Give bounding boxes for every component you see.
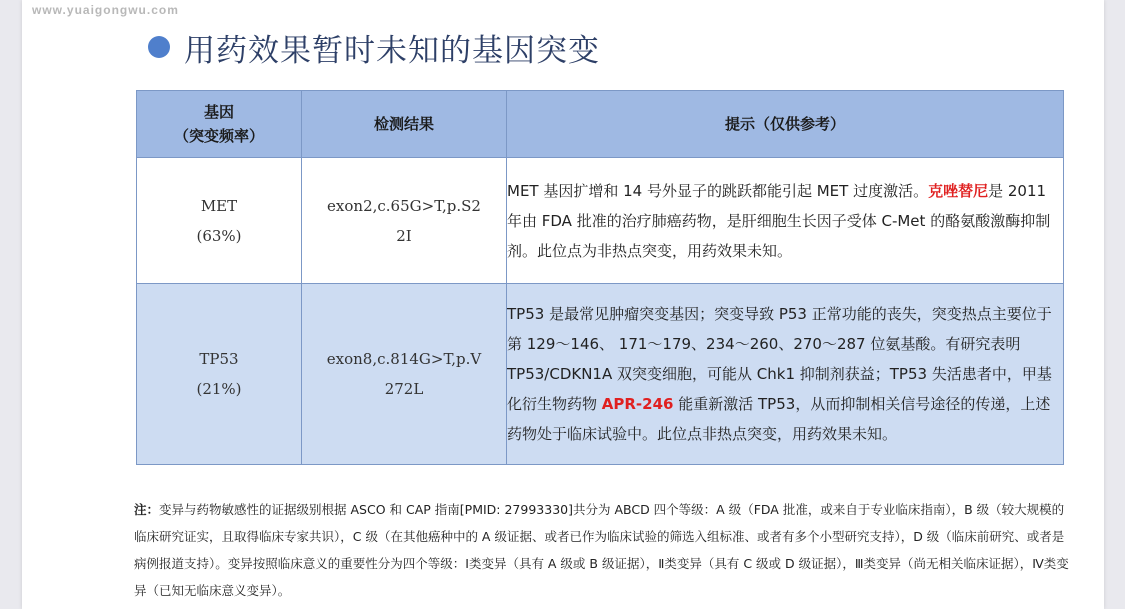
drug-name: 克唑替尼: [928, 181, 989, 200]
footnote: [134, 496, 1074, 604]
section-title: 用药效果暂时未知的基因突变: [184, 32, 600, 69]
gene-cell: [137, 158, 302, 284]
bullet-icon: [148, 36, 170, 58]
header-gene-line1: 基因: [203, 103, 234, 121]
hint-text: TP53 是最常见肿瘤突变基因；突变导致 P53 正常功能的丧失，突变热点主要位于第 129～146、 171～179、234～260、270～287 位氨基酸。有研究表明 TP53/CDKN1A 双突变细胞，可能从 Chk1 抑制剂获益；TP53 失活患者中，甲基化衍生物药物: [507, 305, 1052, 413]
header-gene: [137, 91, 302, 158]
footnote-text: 变异与药物敏感性的证据级别根据 ASCO 和 CAP 指南[PMID: 27993330]共分为 ABCD 四个等级：A 级（FDA 批准，或来自于专业临床指南），B 级（较大规模的临床研究证实，且取得临床专家共识），C 级（在其他癌种中的 A 级证据、或者已作为临床试验的筛选入组标准、或者有多个小型研究支持），D 级（临床前研究、或者是病例报道支持）。变异按照临床意义的重要性分为四个等级：Ⅰ类变异（具有 A 级或 B 级证据），Ⅱ类变异（具有 C 级或 D 级证据），Ⅲ类变异（尚无相关临床证据），Ⅳ类变异（已知无临床意义变异）。: [134, 502, 1069, 598]
table-header-row: [137, 91, 1064, 158]
section-heading: [148, 24, 600, 70]
drug-name: APR-246: [601, 395, 674, 413]
footnote-label: 注：: [134, 502, 160, 517]
document-page: [22, 0, 1104, 609]
header-gene-line2: （突变频率）: [173, 127, 264, 145]
gene-name: TP53: [199, 350, 239, 368]
header-result: 检测结果: [302, 91, 507, 158]
table-row: [137, 284, 1064, 465]
hint-cell: [507, 158, 1064, 284]
header-hint: 提示（仅供参考）: [507, 91, 1064, 158]
hint-cell: [507, 284, 1064, 465]
watermark: www.yuaigongwu.com: [32, 3, 179, 17]
hint-text: 能重新激活 TP53，从而抑制相关信号途径的传递，上述药物处于临床试验中。此位点非热点突变，用药效果未知。: [507, 395, 1051, 443]
result-line: 272L: [384, 380, 424, 398]
result-cell: [302, 284, 507, 465]
result-line: exon8,c.814G>T,p.V: [326, 350, 482, 368]
gene-frequency: (21%): [196, 380, 242, 398]
hint-text: MET 基因扩增和 14 号外显子的跳跃都能引起 MET 过度激活。: [507, 181, 929, 200]
result-cell: [302, 158, 507, 284]
gene-name: MET: [200, 196, 238, 215]
result-line: exon2,c.65G>T,p.S2: [327, 196, 481, 215]
result-line: 2I: [396, 226, 412, 245]
table-row: [137, 158, 1064, 284]
gene-mutation-table: [136, 90, 1064, 465]
gene-cell: [137, 284, 302, 465]
gene-frequency: (63%): [196, 226, 242, 245]
hint-text: 是 2011 年由 FDA 批准的治疗肺癌药物，是肝细胞生长因子受体 C-Met 的酪氨酸激酶抑制剂。此位点为非热点突变，用药效果未知。: [507, 181, 1051, 260]
